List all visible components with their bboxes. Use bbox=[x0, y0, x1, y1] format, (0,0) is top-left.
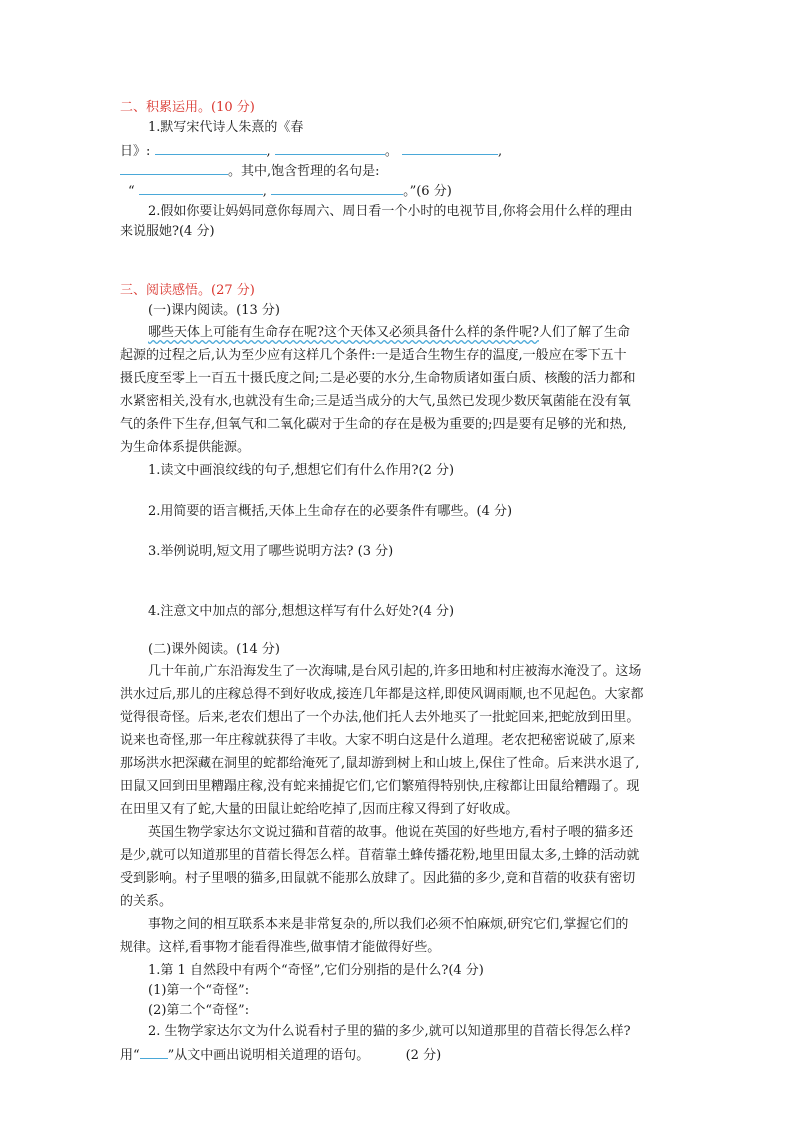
passage-2-p2-line-3: 受到影响。村子里喂的猫多,田鼠就不能那么放肆了。因此猫的多少,竟和苜蓿的收获有密切 bbox=[120, 871, 636, 886]
underline-marker bbox=[140, 1044, 168, 1059]
passage-2-p2-line-1: 英国生物学家达尔文说过猫和苜蓿的故事。他说在英国的好些地方,看村子喂的猫多还 bbox=[148, 825, 634, 840]
passage-2-p1-line-1: 几十年前,广东沿海发生了一次海啸,是台风引起的,许多田地和村庄被海水淹没了。这场 bbox=[148, 664, 642, 679]
q2-line-1: 2.假如你要让妈妈同意你每周六、周日看一个小时的电视节目,你将会用什么样的理由 bbox=[148, 204, 633, 219]
part-2-heading: (二)课外阅读。(14 分) bbox=[148, 642, 280, 657]
comma: , bbox=[262, 184, 267, 199]
section-2-heading: 二、积累运用。(10 分) bbox=[120, 100, 255, 115]
answer-blank[interactable] bbox=[139, 180, 263, 195]
passage-1-line-4: 水紧密相关,没有水,也就没有生命;三是适当成分的大气,虽然已发现少数厌氧菌能在没有氧 bbox=[120, 394, 631, 409]
q1-line3-end: 。其中,饱含哲理的名句是: bbox=[228, 164, 380, 179]
part-1-q4: 4.注意文中加点的部分,想想这样写有什么好处?(4 分) bbox=[148, 604, 455, 619]
passage-2-p3-line-1: 事物之间的相互联系本来是非常复杂的,所以我们必须不怕麻烦,研究它们,掌握它们的 bbox=[148, 917, 629, 932]
q2-line-2: 来说服她?(4 分) bbox=[120, 224, 215, 239]
period: 。 bbox=[384, 144, 398, 159]
q2-points: (2 分) bbox=[405, 1048, 442, 1063]
answer-blank[interactable] bbox=[120, 160, 228, 175]
answer-blank[interactable] bbox=[275, 140, 385, 155]
wavy-sentence: 哪些天体上可能有生命存在呢?这个天体又必须具备什么样的条件呢? bbox=[148, 325, 539, 340]
answer-blank[interactable] bbox=[271, 180, 403, 195]
answer-blank[interactable] bbox=[402, 140, 498, 155]
q1-line2-start: 日》: bbox=[120, 144, 151, 159]
answer-blank[interactable] bbox=[155, 140, 267, 155]
passage-2-p1-line-7: 在田里又有了蛇,大量的田鼠让蛇给吃掉了,因而庄稼又得到了好收成。 bbox=[120, 802, 519, 817]
section-3-heading: 三、阅读感悟。(27 分) bbox=[120, 283, 255, 298]
part-2-q1-b: (2)第二个“奇怪”: bbox=[148, 1003, 250, 1018]
q1-blank-row-3 bbox=[128, 180, 698, 202]
passage-2-p1-line-3: 觉得很奇怪。后来,老农们想出了一个办法,他们托人去外地买了一批蛇回来,把蛇放到田里。 bbox=[120, 710, 640, 725]
part-2-q1: 1.第 1 自然段中有两个“奇怪”,它们分别指的是什么?(4 分) bbox=[148, 963, 484, 978]
close-quote-points: 。”(6 分) bbox=[403, 184, 452, 199]
passage-2-p3-line-2: 规律。这样,看事物才能看得准些,做事情才能做得好些。 bbox=[120, 940, 441, 955]
comma: , bbox=[497, 144, 503, 159]
passage-1-line-5: 气的条件下生存,但氧气和二氧化碳对于生命的存在是极为重要的;四是要有足够的光和热, bbox=[120, 417, 627, 432]
passage-2-p1-line-6: 田鼠又回到田里糟蹋庄稼,没有蛇来捕捉它们,它们繁殖得特别快,庄稼都让田鼠给糟蹋了。现 bbox=[120, 779, 640, 794]
part-1-q2: 2.用简要的语言概括,天体上生命存在的必要条件有哪些。(4 分) bbox=[148, 504, 513, 519]
part-2-q1-a: (1)第一个“奇怪”: bbox=[148, 983, 250, 998]
passage-2-p2-line-2: 是少,就可以知道那里的苜蓿长得怎么样。苜蓿靠土蜂传播花粉,地里田鼠太多,土蜂的活动就 bbox=[120, 848, 640, 863]
comma: , bbox=[266, 144, 271, 159]
q1-blank-row-2 bbox=[120, 160, 690, 182]
passage-1-line-1-rest: 人们了解了生命 bbox=[538, 325, 630, 340]
q1-intro: 1.默写宋代诗人朱熹的《春 bbox=[148, 120, 304, 135]
passage-1-line-3: 摄氏度至零上一百五十摄氏度之间;二是必要的水分,生命物质诸如蛋白质、核酸的活力都和 bbox=[120, 371, 636, 386]
passage-2-p1-line-2: 洪水过后,那儿的庄稼总得不到好收成,接连几年都是这样,即使风调雨顺,也不见起色。大家都 bbox=[120, 687, 644, 702]
part-2-q2-line-1: 2. 生物学家达尔文为什么说看村子里的猫的多少,就可以知道那里的苜蓿长得怎么样? bbox=[148, 1024, 631, 1039]
passage-1-line-6: 为生命体系提供能源。 bbox=[120, 440, 251, 455]
passage-1-line-2: 起源的过程之后,认为至少应有这样几个条件:一是适合生物生存的温度,一般应在零下五十 bbox=[120, 348, 627, 363]
passage-2-p1-line-5: 那场洪水把深藏在洞里的蛇都给淹死了,鼠却游到树上和山坡上,保住了性命。后来洪水退了, bbox=[120, 756, 640, 771]
q1-blank-row-1 bbox=[120, 140, 690, 162]
q2-instruction: ”从文中画出说明相关道理的语句。 bbox=[167, 1048, 370, 1063]
part-1-heading: (一)课内阅读。(13 分) bbox=[148, 303, 280, 318]
open-quote: “ bbox=[128, 184, 135, 199]
passage-1-line-1 bbox=[148, 323, 690, 343]
q2-quote-open: 用“ bbox=[120, 1048, 140, 1063]
part-2-q2-line-2 bbox=[120, 1044, 690, 1066]
part-1-q3: 3.举例说明,短文用了哪些说明方法? (3 分) bbox=[148, 544, 394, 559]
passage-2-p1-line-4: 说来也奇怪,那一年庄稼就获得了丰收。大家不明白这是什么道理。老农把秘密说破了,原来 bbox=[120, 733, 636, 748]
passage-2-p2-line-4: 的关系。 bbox=[120, 894, 173, 909]
part-1-q1: 1.读文中画浪纹线的句子,想想它们有什么作用?(2 分) bbox=[148, 463, 455, 478]
